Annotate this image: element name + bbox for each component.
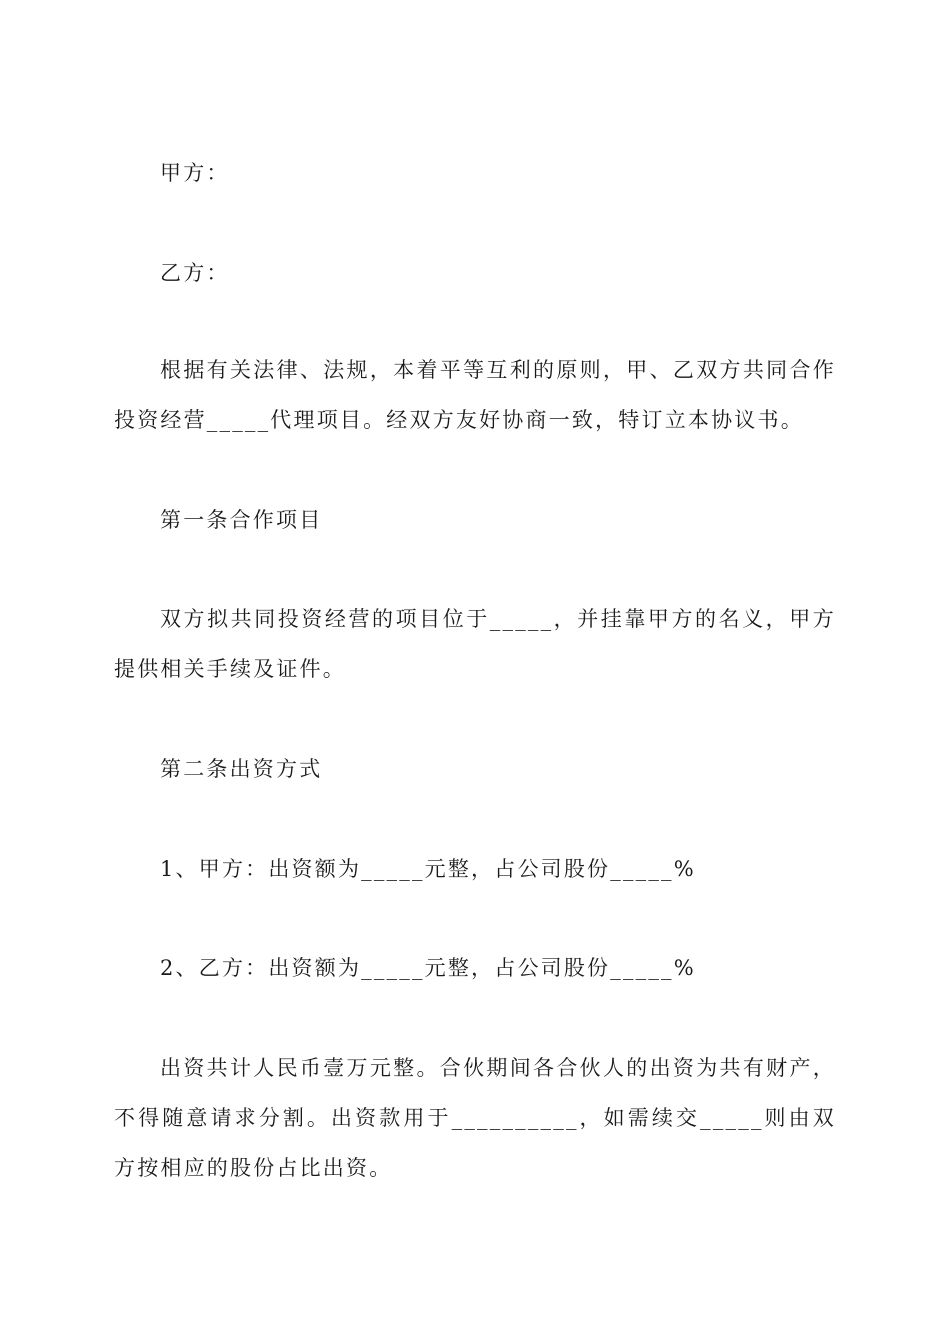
item-1: 1、甲方：出资额为_____元整，占公司股份_____% xyxy=(160,857,696,881)
article-1-title: 第一条合作项目 xyxy=(160,508,323,532)
item-2: 2、乙方：出资额为_____元整，占公司股份_____% xyxy=(160,956,696,980)
intro-paragraph: 根据有关法律、法规，本着平等互利的原则，甲、乙双方共同合作投资经营_____代理项目。经双方友好协商一致，特订立本协议书。 xyxy=(114,358,836,432)
party-b-label: 乙方： xyxy=(160,261,230,285)
capital-paragraph: 出资共计人民币壹万元整。合伙期间各合伙人的出资为共有财产，不得随意请求分割。出资款用于__________，如需续交_____则由双方按相应的股份占比出资。 xyxy=(114,1056,836,1180)
article-2-title: 第二条出资方式 xyxy=(160,757,323,781)
article-1-paragraph: 双方拟共同投资经营的项目位于_____，并挂靠甲方的名义，甲方提供相关手续及证件。 xyxy=(114,607,836,681)
party-a-label: 甲方： xyxy=(160,161,230,185)
